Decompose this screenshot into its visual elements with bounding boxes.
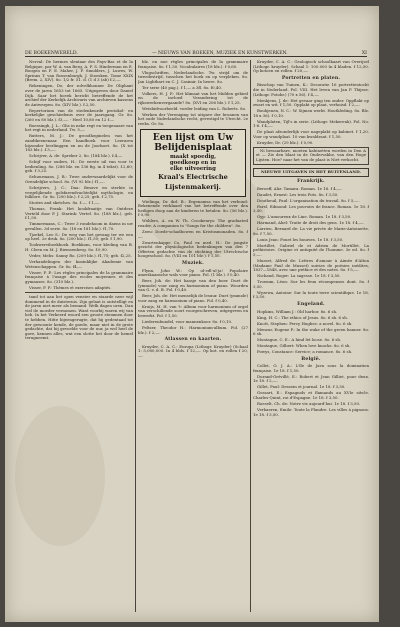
notice-box: Ni bewaarbare, moeten kabinetten worden in Den A et — Zie den blaat in de Ondervakhe, van den Hoge Lijsten. Hoe? naar het van de plaat is Niet verkocht.: [253, 147, 369, 165]
listing-entry: Menzur, Eugene P.: In the wake of the green banner. 8o. 6 sh.: [253, 326, 369, 337]
listing-entry: Troemm, Léon: Sur les feux récompenses dont. 8o. f 3,50.: [253, 279, 369, 289]
listing-entry: Schijf voor ouders, H.: De eerste uil van voor te bedienling. 8o. (286 blz. en 136 fig. in 4 tekst). f.2,60; geb. f 3,25.: [25, 159, 133, 174]
column-rule: [250, 60, 251, 612]
header-left: DE BOEKENWERELD.: [25, 51, 78, 56]
ad-advertiser: Kraal's Electrische: [158, 173, 228, 182]
section-title-belgie: België.: [301, 356, 321, 362]
section-title-frankrijk: Frankrijk.: [297, 179, 325, 185]
listing-entry: Zwartenkappe Co, Paul ex med. H.: De jongste gezicht der physiologische bedenkingen van den 7 Offerten gedachte van de stichting der Utrechtsche hoogeschool. 8o. (VIII en 101 blz.). f 1,50.: [138, 239, 248, 259]
listing-entry: Kruyder, C. A. C.: Geologisch schoolkaart van Overijsel (Lithogr. kruyder). Schaal 1: 100.000 In 4 bladen. f 12,50. Op kotoen en rollen. f 20,—.: [253, 60, 369, 74]
ad-line: maakt spoedig,: [169, 153, 217, 160]
listing-entry: Bouhjenen, N. C.: W. Sijmen werkt. Houtkleding. 8o. Blz. 18 x 36). f 0,10.: [253, 108, 369, 118]
story-paragraph: tand tot aan het open venster en staarde neer wijl dommend in de duisternis. Zijn gelaat is ontstelligt en de jaren niet meer als bemand. Welk dagen uren. Dan viel de moeder vernomen. Want voorbij waren wij van heb. In het Verkeerd woord een groote stemmen door te hebben. Hitte bijeengerugte, dat hij gedentaad tot der gewoonte kende, de goede, maar niet in de grote gedachte, dat hij gevoelde voor de uur, ja wel heel de gave, kennen alles, wat een slotte het door de hemel terugneemt.: [25, 293, 133, 341]
listing-entry: Knott, Stephen: Percy Hughes: a novel. 8o. 6 sh.: [257, 320, 353, 326]
listing-entry: Roessingh, J. L.: Glis in neke regt en toegenaare van het regt in nederland. Tw. 5,—: [25, 122, 133, 133]
listing-entry: Wohlers, A. en W. Th. Crookenrys: The graduated reader. A companion to "Songs for the children". 8o.: [138, 218, 248, 229]
listing-entry: Durand-Grévillé, E.: Robert et Jean Gilliet, pour deux. 1e 18. f 2,—.: [253, 373, 369, 384]
column-2: [138, 60, 248, 614]
listing-entry: Vlugschriften, Nederlandsche. Tw. strijd om de tweedestrijd, tusschen het boek en op verpleken. 8o. Jan Lighthart en C. J. Casimir. In heere. 8o.: [138, 69, 248, 84]
divider: [25, 292, 133, 293]
listing-entry: Nichaud, Roger: La sagesse. 1e 18. f 3,50.: [257, 273, 341, 279]
section-title-engeland: Engeland.: [297, 301, 325, 307]
listing-entry: Hopkins, William J.: Old harbor. 8o. 6 sh.: [257, 308, 338, 314]
listing-entry: Gillet, Paul: Dessein et journal. 1e 18. f 3,50.: [257, 384, 346, 390]
column-rule: [135, 60, 136, 612]
listing-entry: Roeselt, Ch. de: Notre vie aujourd'hui. 1e 18. f 3,50.: [257, 400, 361, 406]
listing-entry: Gyp: L'amoureux de Line. Roman. 1e 18. f 3,50.: [257, 214, 352, 220]
listing-entry: Beer, Joh. de: Het haasje van den boer. Duet de (ymmole) voor zang en harmonium of piano. Woorden van G. v. d. B. Fol. f 0,40.: [138, 278, 248, 293]
listing-entry: Flynn, John W.: Op ul-edl-ul-ja! Popolaire amerikaansche wals voor piano. Fol. (1 blz.). f 0,40.: [138, 267, 248, 278]
listing-entry: Mortillet, Gabriel de et Adrien de Mortillet. La préhistoire. Origine et antiquité de l'homme. 3e ed. 8o. f 5,—.: [253, 242, 369, 258]
listing-entry: Wetsbidvoorbeeld. vorder leiding van L. Roberts. 8o.: [142, 105, 247, 111]
column-1: [25, 60, 133, 614]
listing-entry: Stories and sketches. 8o. f.—. f 1,—.: [29, 200, 101, 206]
listing-entry: Montague, Gilbert: When love knocks. 8o. 6 sh.: [257, 343, 351, 349]
listing-entry: Powys, Constance: Service; a romance. 8o. 6 sh.: [257, 349, 353, 355]
listing-entry: King, H. C.: The ethics of Jesus. 8o. 6 sh. 6 sh.: [257, 314, 348, 320]
listing-entry: Kruijs, M. H. van 't: Album voor harmonium of orgel van verschillende soort voorgeschreven, uitgegeven en bewerkt. Fol. f 1,50.: [138, 303, 248, 319]
section-title-portretten: Portretten en platen.: [281, 75, 341, 81]
listing-entry: Veder, Mehs: Sanny Ro. (209 blz.). f1,75; geb. f2,25.: [29, 253, 132, 259]
listing-entry: Wyzewa, Antoine: Sur la toute terre scientifique. 1e 18. f 3,50.: [253, 289, 369, 300]
listing-entry: Menkjens, J. de: Het gevaar ging ten onder. Oppflakt op zwart en wit. f 1,50. Opplakt op plaat, verhuisd. f 2,—.: [253, 97, 369, 108]
listing-entry: Beer, Joh. de: Het menselijk de lesuur. Duet (ymmole) voor zang en harmonium of piano. Fol. f 0,40.: [138, 293, 248, 303]
ad-headline-2: Belijdenisplaat: [154, 142, 232, 154]
column-3: [253, 60, 369, 614]
listing-entry: Volkers, H. J. F.: Het klimaat van het Midden gebied en de invloed Verandering tot de rijkswerkenvergaande? 8o. (XVI en 206 blz.). f 1,25.: [138, 90, 248, 105]
section-title-muziek: Muziek.: [182, 260, 204, 266]
listing-entry: Nerval: De hermes slentaar des Pays-Bas et de la Belgique, par W. A. van Berg, A. F. S. Hinderman en E. Boogen en F. E. Maher, J. F. Smulders, J. Luwes, W. Sprinns T. van Rossenburgh, J. Stoesken. Tome XXIX (Brem. 2, XIV). 8o. 1/2 fr. 51. d. (1 d 3 (ab) f.2,—.: [25, 60, 133, 83]
listing-entry: Liederenbundel, voor mannenkoor. 8o. f 0,10.: [142, 319, 233, 325]
listing-entry: Kruyder, Dr. (29 blz.). f 0,90.: [257, 139, 314, 145]
listing-entry: Werken der Vereniging tot uitgave der bronnen van het oude Vaderlandsche recht, gevestigd te Utrecht. 2e reeks. Gr. 8o.: [138, 111, 248, 127]
listing-entry: Visser, F. P.: Les règles principales de la grammaire française à l'usage des ecoles moyennes et des gymnases. 8o. (310 blz.).: [25, 269, 133, 284]
listing-entry: Schrijver, A. de: Spreker 2, 8o. (184 blz.). f.4,—: [29, 153, 123, 159]
listing-entry: Louis Jean: Fouet les bourses. 1e 18. f 3,50.: [257, 236, 344, 242]
header-right: XI: [361, 51, 367, 56]
listing-entry: Beroeff, Aliz: Tamara. Roman. 1e 18. f 4,—.: [257, 185, 343, 191]
section-title-atlassen: Atlassen en kaarten.: [164, 337, 222, 343]
listing-entry: Verhandelingen der koninklijke Akademie van Wetenschappen. Gr. 8o. f4,—: [25, 259, 133, 269]
listing-entry: Gossart, E.: Espagnols et flamands au XVIe siècle. Charles-Quint, roi d'Espagne. 1e 18. f 3,50.: [253, 390, 369, 400]
section-box-buitenland: NIEUWE UITGAVEN IN HET BUITENLAND.: [253, 168, 369, 178]
listing-entry: Montague, C. E.: A hind let loose. 8o. 6 sh.: [257, 337, 342, 343]
listing-entry: Schrijvers, J. C.: Daa: Besave en sterkte in vergelijkende golsfarendvachtelijkt mythologie, en folklore. Gr. 8o. (200 blz.). f 2,25; geb. f 2,75.: [25, 184, 133, 200]
advertisement-box: [140, 129, 246, 197]
listing-entry: Verhaeren, Emile: Toute la Flandre. Les villes à pignons. 1e 18. f 3,50.: [253, 406, 369, 417]
listing-entry: Tjoekel, Leo S.: De weg van het gevang ter we een op heel. 2e druk. 8o. (200 blz.). f1,50; geb. f 1,90.: [25, 231, 133, 242]
listing-entry: Musset, Alfred de: Lettres d'amour à Aimée d'Alton (Madame Paul de Musset) suivies de poésies inédites, 1837—1848, avec une préface et des notes. 8o. f 5,—.: [253, 258, 369, 273]
header-center: — NIEUWS VAN BOEKEN, MUZIEK EN KUNSTWERKEN.: [151, 51, 288, 56]
listing-entry: Timmermans, C.: Twee 3 rondehoom in daens in uw gevallen. 3d serie. 8o. (18 en 181 blz.). f1,70.: [25, 221, 133, 231]
listing-entry: Harmand, Abel: Traite de droit des gens. 1e 18. f 4,—.: [257, 220, 365, 226]
page-header: [25, 46, 367, 57]
listing-entry: Rutters, M. J.: De groodheginelen van het zandtkeenenaar. Een handboek voor Leeraren bijzonder leerlinggen en nu de Joodsoet. 8o. (X tot 183 blz.). f.3,—.: [25, 133, 133, 153]
listing-entry: Repertorium van de stedenkeurde protokol- en kerkelijke geschiedenis over de jaarsgang. Gr. 8o. (260 en 80 blz.). f3,—. - Heel 10,80 en 12 f.—: [25, 107, 133, 122]
listing-entry: Thomas, Frank: Het kookfraaitje van Ontdeze Verteld door P. J. Starink: Vertel. 8o. (188 blz.). geb. f.1,50.: [25, 206, 133, 221]
listing-entry: Tookwerviboekboek. Boekkom, voor kleding van B. H. Cleen en M. J. Riemsenberg. 8o. f.0,90.: [25, 242, 133, 253]
listing-entry: De plaat afzonderlijk voor nageplakt op kabinet. f 1,20. Voor op wandplaat. 10 van kwaldraat. f 1,50.: [253, 129, 369, 139]
listing-entry: Zeeu: Doede-schadbowen en Kristusmonaden. 8o. f —.: [138, 229, 248, 239]
listing-entry: Sehuurmans, J. B.: Twee onderwaardelijkt voor de Orendelijke school. 8o. (VI 92 blz.) f1,—.: [25, 174, 133, 184]
listing-entry: Bisschop van Tuinen, K.: Decoratie 16 portrettentocht die in Nederland. Fol. VIII. Het leven van Jan P. Thijsse. (Lithogr. Fotobr.) (70 x 56). f 4,—.: [253, 82, 369, 97]
listing-entry: Kruyder, C. A. C.: Europa (Lithogr. Kruyder) (Schaal 1: 5,000,000. In 4 blds. f 12,—. Op kot. en rollen f 20,—.: [138, 343, 248, 358]
ad-advertiser: Lijstenmakerij.: [165, 183, 221, 192]
listing-entry: Wandplaten, Tijl's in serie. (Lithogr. Mekerenk). Fol. No. 1-6. f 4,—.: [253, 118, 369, 129]
listing-entry: Wielinga, Dr. ihrl. B.: Ergenamsa van het verbond: Bekenende verklaard van het betreffende over den heiligen doop aan de kinderen te betalen. 8o. (56 blz.). f 0,90.: [138, 198, 248, 218]
listing-entry: Doutheuil, Paul: L'organisation du travail. 8o. f 5,—.: [257, 197, 360, 203]
listing-entry: Rekeningen, De, der rolvelkhonner De Oliphant over de jaren 1653 tot 1665. Uitgegeven door Daniel Dijk. Saar het boeek bericht betreffende de het archief der Kerkelijk Archivaris van archieven kassens de Antwerpen. 8o. (XIV blz.). f.2,50.: [25, 83, 133, 107]
newspaper-page: [5, 6, 379, 622]
listing-entry: Ter serie (40 pag.). f 1,— a 3fl. 8o. f0,40.: [142, 84, 223, 90]
listing-entry: Daudet, Ernest: Les trois Pots. 8o. f 3,50.: [257, 191, 339, 197]
listing-entry: Farel, Edmond: Les pouvoirs de france. Roman. 1e 18. f 3,50.: [253, 203, 369, 214]
ad-headline-1: Een lijst om Uw: [152, 131, 234, 143]
listing-entry: Visser, F. P.: Thèmes et exercises adaptés.: [29, 284, 112, 290]
ad-line: goedkoop en in: [169, 160, 217, 167]
ad-line: elke uitvoering: [170, 166, 216, 173]
listing-entry: Peltzer, Theodor H.: Harmonium-album. Fol. (27 blz.). f 2,—.: [138, 325, 248, 335]
listing-entry: Larrieu, Bernard de: La vie privée de Marie-Antoinette. 8o. f 7,50.: [253, 226, 369, 236]
listing-entry: blz. en noe règles principales de la grammaire française. 8o. f 1,50. Vocabulaires (18 blz.). f 0,60.: [138, 60, 248, 69]
listing-entry: Collet, O. J. A.: L'île de Java sous la domination française. 1e 18. f 1,50.: [253, 363, 369, 373]
